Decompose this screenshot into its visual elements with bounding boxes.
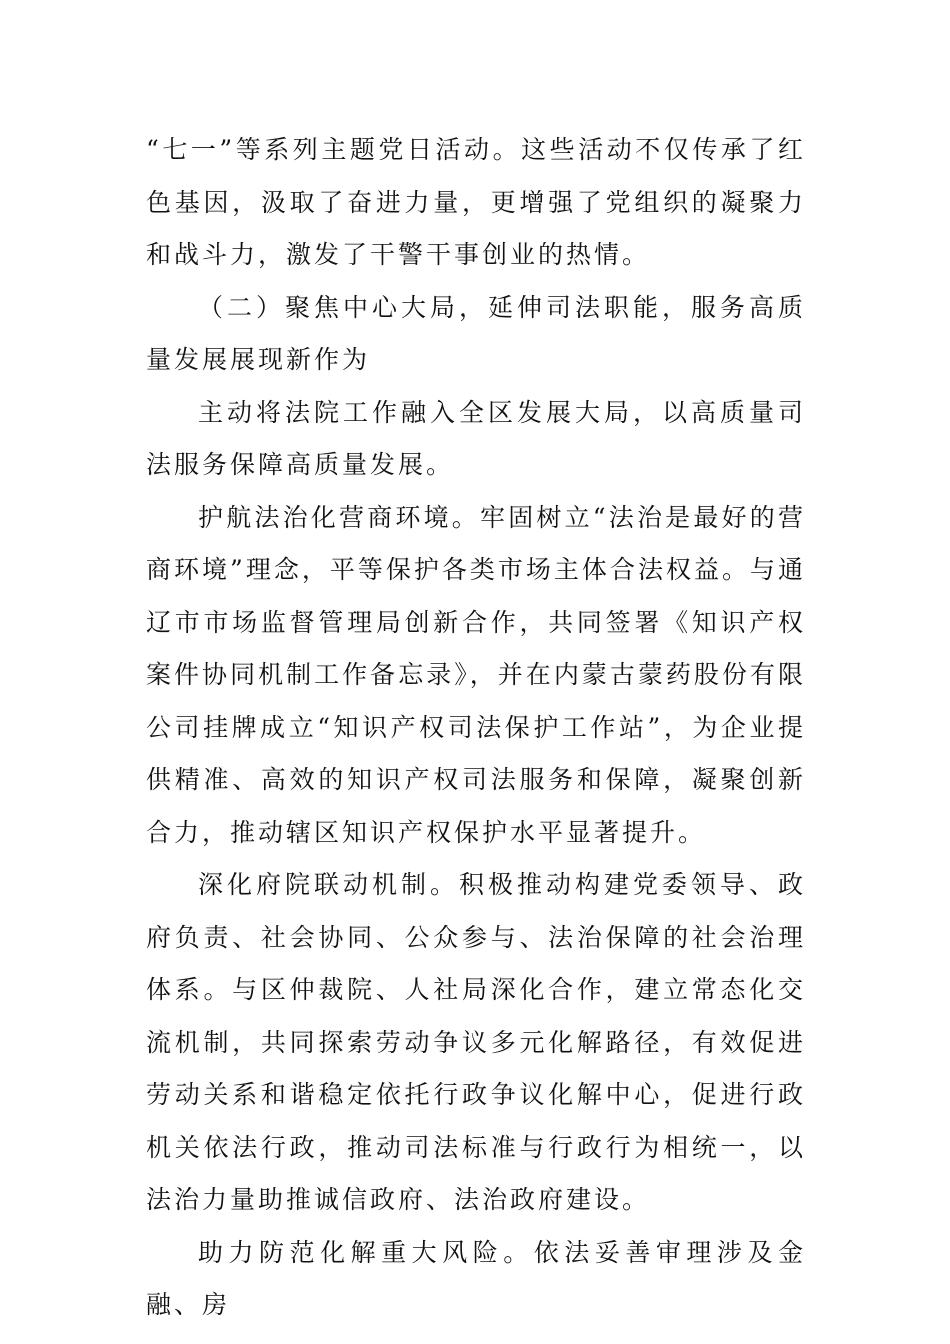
document-page — [146, 124, 806, 1332]
paragraph-risk-prevention: 助力防范化解重大风险。依法妥善审理涉及金融、房 — [146, 1237, 806, 1319]
paragraph-continuation: “七一”等系列主题党日活动。这些活动不仅传承了红色基因，汲取了奋进力量，更增强了党组织的凝聚力和战斗力，激发了干警干事创业的热情。 — [146, 135, 806, 269]
paragraph-intro: 主动将法院工作融入全区发展大局，以高质量司法服务保障高质量发展。 — [146, 397, 806, 479]
paragraph-business-environment: 护航法治化营商环境。牢固树立“法治是最好的营商环境”理念，平等保护各类市场主体合法权益。与通辽市市场监督管理局创新合作，共同签署《知识产权案件协同机制工作备忘录》，并在内蒙古蒙药股份有限公司挂牌成立“知识产权司法保护工作站”，为企业提供精准、高效的知识产权司法服务和保障，凝聚创新合力，推动辖区知识产权保护水平显著提升。 — [146, 502, 806, 847]
section-heading: （二）聚焦中心大局，延伸司法职能，服务高质量发展展现新作为 — [146, 292, 806, 374]
paragraph-court-government-linkage: 深化府院联动机制。积极推动构建党委领导、政府负责、社会协同、公众参与、法治保障的社会治理体系。与区仲裁院、人社局深化合作，建立常态化交流机制，共同探索劳动争议多元化解路径，有效促进劳动关系和谐稳定依托行政争议化解中心，促进行政机关依法行政，推动司法标准与行政行为相统一，以法治力量助推诚信政府、法治政府建设。 — [146, 870, 806, 1214]
